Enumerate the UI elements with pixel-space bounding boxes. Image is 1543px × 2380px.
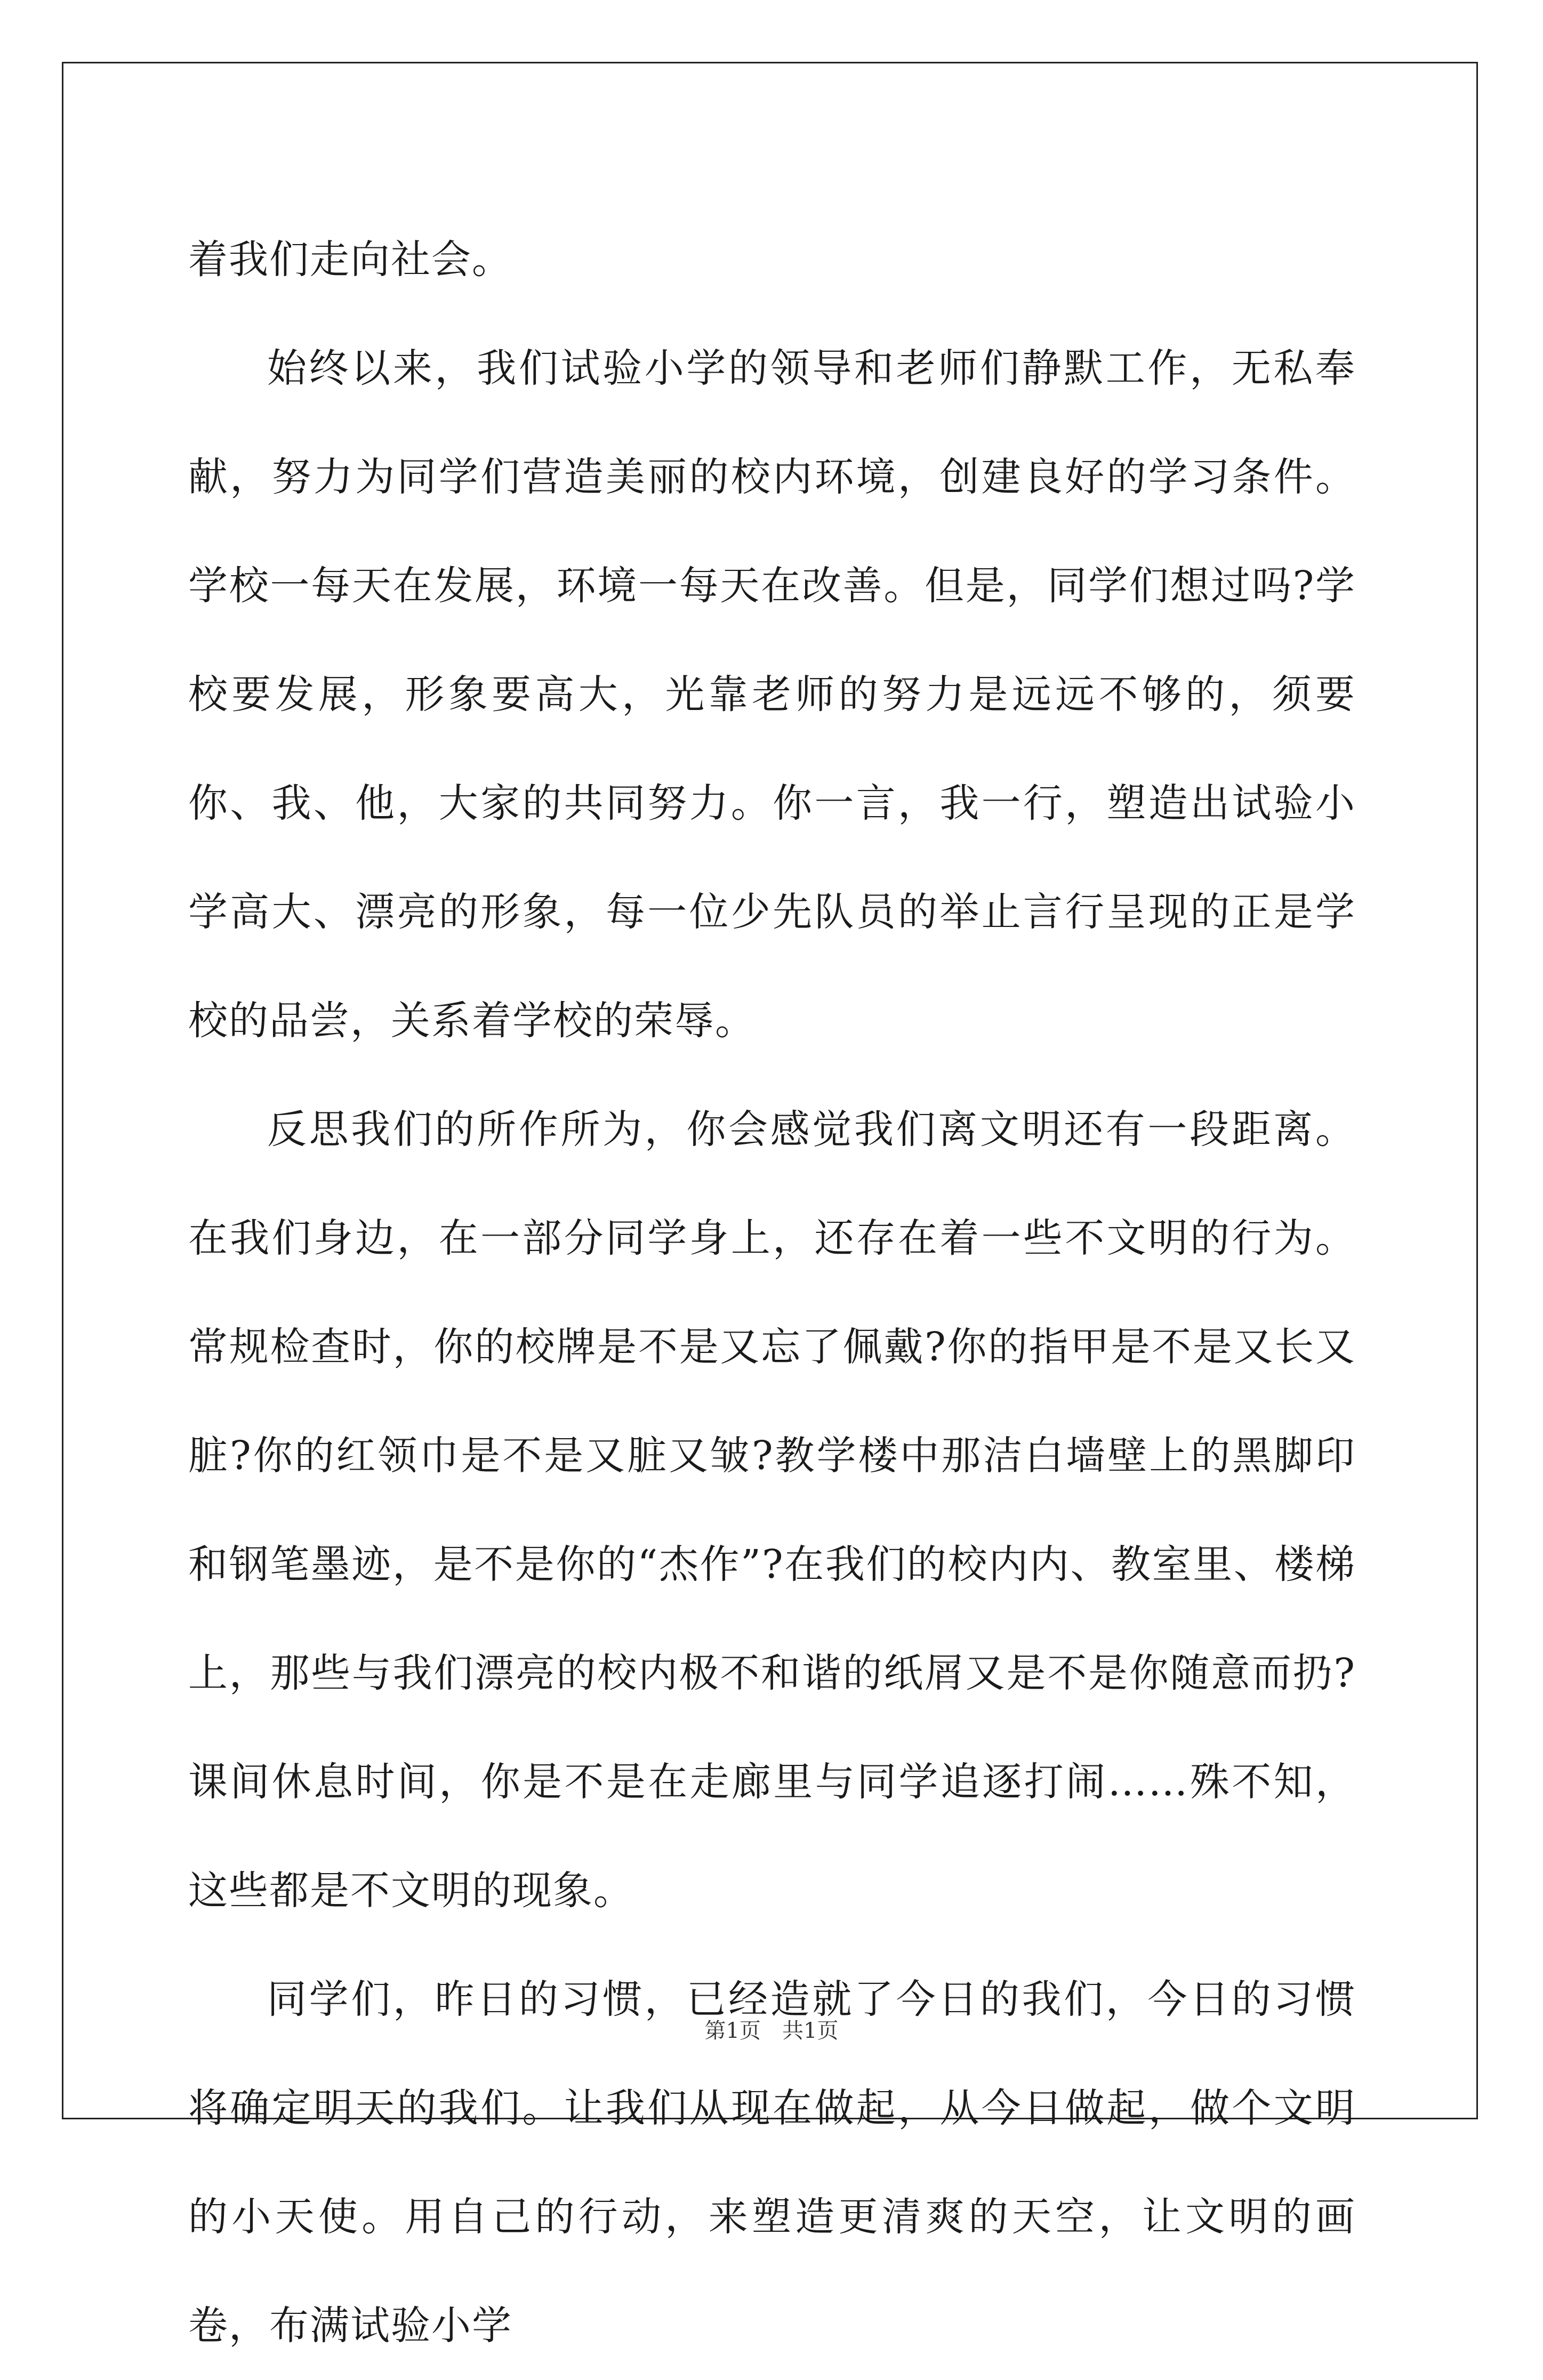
paragraph-2: 始终以来，我们试验小学的领导和老师们静默工作，无私奉献，努力为同学们营造美丽的校内环境，创建良好的学习条件。学校一每天在发展，环境一每天在改善。但是，同学们想过吗?学校要发展，形象要高大，光靠老师的努力是远远不够的，须要你、我、他，大家的共同努力。你一言，我一行，塑造出试验小学高大、漂亮的形象，每一位少先队员的举止言行呈现的正是学校的品尝，关系着学校的荣辱。 [188, 345, 1356, 1044]
page-number: 第1页 [704, 2019, 761, 2043]
page-total: 共1页 [782, 2019, 839, 2043]
document-body [188, 205, 1356, 2380]
page-footer [0, 2018, 1543, 2044]
paragraph-4: 同学们，昨日的习惯，已经造就了今日的我们，今日的习惯将确定明天的我们。让我们从现在做起，从今日做起，做个文明的小天使。用自己的行动，来塑造更清爽的天空，让文明的画卷，布满试验小学 [188, 1976, 1356, 2349]
paragraph-3: 反思我们的所作所为，你会感觉我们离文明还有一段距离。在我们身边，在一部分同学身上，还存在着一些不文明的行为。常规检查时，你的校牌是不是又忘了佩戴?你的指甲是不是又长又脏?你的红领巾是不是又脏又皱?教学楼中那洁白墙壁上的黑脚印和钢笔墨迹，是不是你的“杰作”?在我们的校内内、教室里、楼梯上，那些与我们漂亮的校内极不和谐的纸屑又是不是你随意而扔?课间休息时间，你是不是在走廊里与同学追逐打闹……殊不知，这些都是不文明的现象。 [188, 1107, 1356, 1914]
paragraph-1: 着我们走向社会。 [188, 237, 512, 283]
